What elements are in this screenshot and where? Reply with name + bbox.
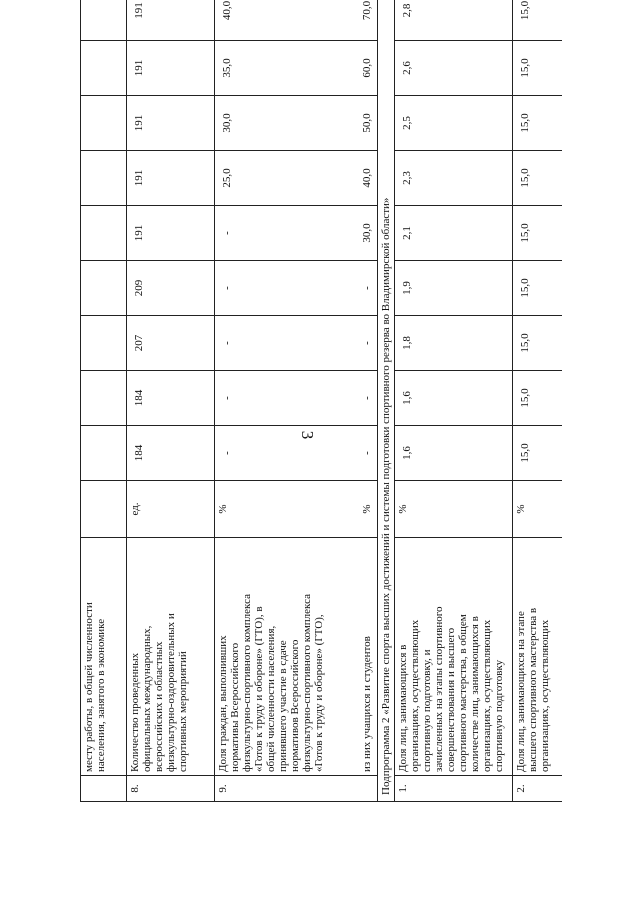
value-cell: -: [215, 206, 355, 261]
value-cell: 15,0: [512, 41, 562, 96]
value-cell: -: [355, 371, 378, 426]
value-cell: 15,0: [512, 371, 562, 426]
value-cell: 30,0: [355, 206, 378, 261]
value-cell: -: [215, 426, 355, 481]
unit-cell: %: [512, 481, 562, 538]
value-cell: 15,0: [512, 261, 562, 316]
row-number: 8.: [127, 776, 215, 802]
unit-cell: [81, 481, 127, 538]
rotated-document-table: [80, 0, 622, 802]
value-cell: 25,0: [215, 151, 355, 206]
value-cell: 30,0: [215, 96, 355, 151]
unit-cell: %: [215, 481, 355, 538]
value-cell: 50,0: [355, 96, 378, 151]
indicator-name: Доля лиц, занимающихся в организациях, осуществляющих спортивную подготовку, и зачисленных на этапы спортивного совершенствования и высшего спортивного мастерства, в общем количестве лиц, занимающихся в организациях, осуществляющих спортивную подготовку: [394, 538, 512, 776]
value-cell: 15,0: [512, 0, 562, 41]
indicator-name: Доля лиц, занимающихся на этапе высшего спортивного мастерства в организациях, осуществляющих: [512, 538, 562, 776]
value-cell: 15,0: [512, 96, 562, 151]
value-cell: 35,0: [215, 41, 355, 96]
indicator-name: из них учащихся и студентов: [355, 538, 378, 776]
row-number: [81, 776, 127, 802]
value-cell: [81, 41, 127, 96]
value-cell: [81, 426, 127, 481]
row-number: 1.: [394, 776, 512, 802]
indicator-name: месту работы, в общей численности населения, занятого в экономике: [81, 538, 127, 776]
value-cell: 2,5: [394, 96, 512, 151]
value-cell: 1,6: [394, 426, 512, 481]
value-cell: 1,8: [394, 316, 512, 371]
value-cell: [81, 316, 127, 371]
value-cell: -: [355, 261, 378, 316]
value-cell: 191: [127, 96, 215, 151]
value-cell: [81, 206, 127, 261]
value-cell: [81, 371, 127, 426]
value-cell: [81, 0, 127, 41]
indicator-name: Доля граждан, выполнивших нормативы Всероссийского физкультурно-спортивного комплекса «Готов к труду и обороне» (ГТО), в общей численности населения, принявшего участие в сдаче нормативов Всероссийского физкультурно-спортивного комплекса «Готов к труду и обороне» (ГТО),: [215, 538, 355, 776]
row-number: 9.: [215, 776, 378, 802]
table-row: [215, 0, 355, 802]
value-cell: [81, 261, 127, 316]
row-number: 2.: [512, 776, 562, 802]
value-cell: 207: [127, 316, 215, 371]
value-cell: 1,6: [394, 371, 512, 426]
value-cell: 191: [127, 151, 215, 206]
value-cell: 2,8: [394, 0, 512, 41]
value-cell: 2,1: [394, 206, 512, 261]
value-cell: 40,0: [215, 0, 355, 41]
value-cell: 184: [127, 426, 215, 481]
value-cell: -: [355, 426, 378, 481]
table-body: [81, 0, 563, 802]
unit-cell: %: [394, 481, 512, 538]
unit-cell: %: [355, 481, 378, 538]
value-cell: -: [215, 371, 355, 426]
value-cell: -: [355, 316, 378, 371]
value-cell: 2,6: [394, 41, 512, 96]
value-cell: 191: [127, 206, 215, 261]
value-cell: -: [215, 261, 355, 316]
value-cell: 60,0: [355, 41, 378, 96]
value-cell: 2,3: [394, 151, 512, 206]
unit-cell: ед.: [127, 481, 215, 538]
value-cell: 40,0: [355, 151, 378, 206]
page-number: 3: [298, 430, 317, 440]
table-row: [512, 0, 562, 802]
indicator-name: Количество проведенных официальных международных, всероссийских и областных физкультурно-оздоровительных и спортивных мероприятий: [127, 538, 215, 776]
subprogram-title: Подпрограмма 2 «Развитие спорта высших достижений и системы подготовки спортивного резерва во Владимирской области»: [377, 0, 394, 802]
table-row: [355, 0, 378, 802]
table-row: [127, 0, 215, 802]
value-cell: 15,0: [512, 206, 562, 261]
indicators-table: [80, 0, 562, 802]
value-cell: 184: [127, 371, 215, 426]
value-cell: [81, 96, 127, 151]
value-cell: 1,9: [394, 261, 512, 316]
value-cell: 209: [127, 261, 215, 316]
value-cell: 191: [127, 0, 215, 41]
value-cell: 15,0: [512, 426, 562, 481]
value-cell: -: [215, 316, 355, 371]
value-cell: [81, 151, 127, 206]
table-row: [394, 0, 512, 802]
value-cell: 70,0: [355, 0, 378, 41]
value-cell: 15,0: [512, 151, 562, 206]
value-cell: 15,0: [512, 316, 562, 371]
value-cell: 191: [127, 41, 215, 96]
subprogram-row: [377, 0, 394, 802]
table-row: [81, 0, 127, 802]
